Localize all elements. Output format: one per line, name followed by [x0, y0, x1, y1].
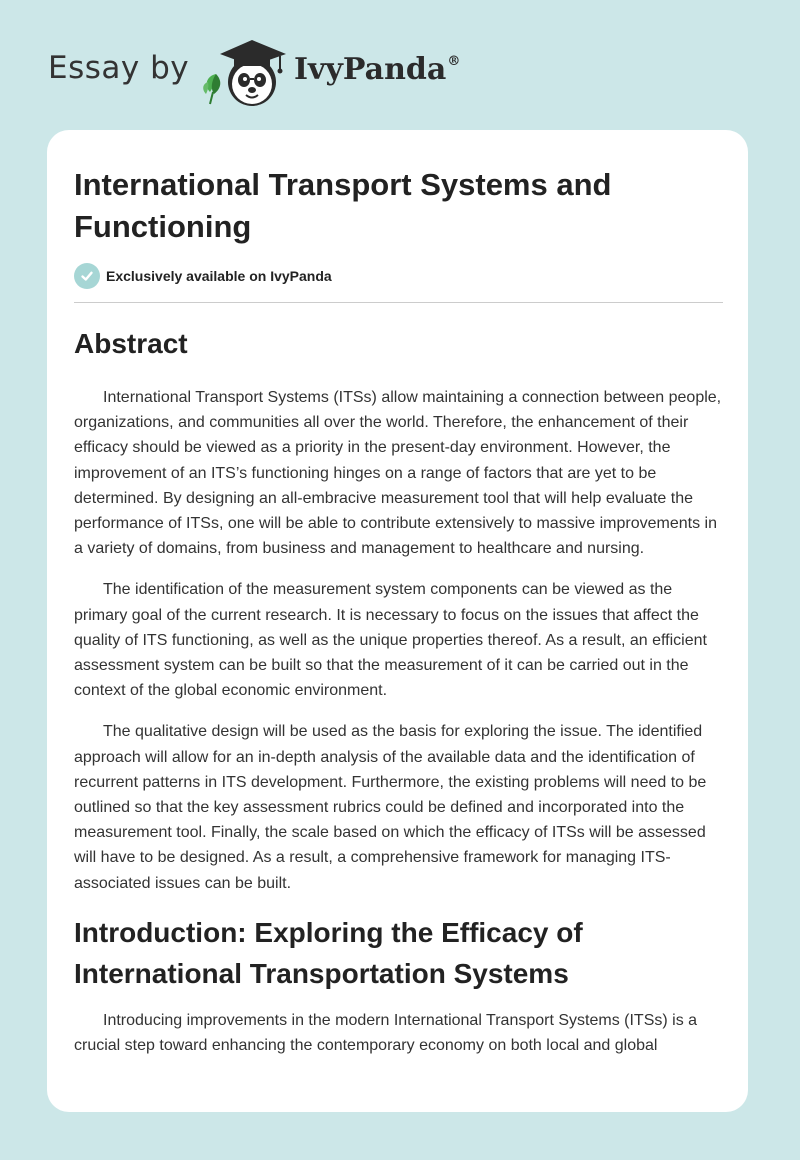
- check-icon: [74, 263, 100, 289]
- paragraph: International Transport Systems (ITSs) allow maintaining a connection between people, organizations, and communities all over the world. Therefore, the enhancement of their efficacy should be viewed as a priority in the present-day environment. However, the improvement of an ITS’s functioning hinges on a range of factors that are yet to be determined. By designing an all-embracive measurement tool that will help evaluate the performance of ITSs, one will be able to contribute extensively to massive improvements in a variety of domains, from business and management to healthcare and nursing.: [74, 389, 722, 558]
- section-heading-abstract: Abstract: [74, 328, 188, 359]
- page-title: International Transport Systems and Functioning: [74, 167, 612, 244]
- leaf-icon: [203, 74, 220, 104]
- paragraph: The identification of the measurement system components can be viewed as the primary goal of the current research. It is necessary to focus on the issues that affect the quality of ITS functioning, as well as the unique properties thereof. As a result, an efficient assessment system can be built so that the measurement of it can be carried out in the context of the global economic environment.: [74, 581, 707, 700]
- paragraph: Introducing improvements in the modern International Transport Systems (ITSs) is a crucial step toward enhancing the contemporary economy on both local and global: [74, 1011, 698, 1055]
- section-heading-introduction: Introduction: Exploring the Efficacy of International Transportation Systems: [74, 916, 583, 989]
- exclusive-label: Exclusively available on IvyPanda: [106, 268, 332, 284]
- brand-name[interactable]: [294, 52, 460, 87]
- article-content: [74, 324, 724, 1074]
- essay-by-label: Essay by: [48, 50, 190, 86]
- panda-graduate-icon[interactable]: [200, 34, 292, 110]
- brand-text: IvyPanda: [294, 52, 447, 87]
- divider: [74, 302, 723, 303]
- article-card: [47, 130, 748, 1112]
- exclusive-badge: [74, 263, 332, 289]
- site-header: [0, 0, 800, 130]
- paragraph: The qualitative design will be used as the basis for exploring the issue. The identified approach will allow for an in-depth analysis of the available data and the identification of recurrent patterns in ITS development. Furthermore, the existing problems will need to be outlined so that the key assessment rubrics could be defined and incorporated into the measurement tool. Finally, the scale based on which the efficacy of ITSs will be assessed will have to be designed. As a result, a comprehensive framework for managing ITS-associated issues can be built.: [74, 723, 707, 892]
- registered-mark: ®: [447, 54, 461, 69]
